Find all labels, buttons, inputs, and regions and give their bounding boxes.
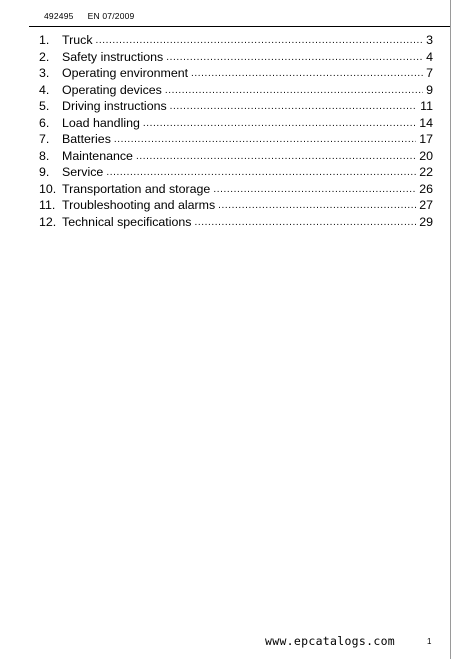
toc-entry-title: Transportation and storage: [62, 181, 211, 196]
toc-entry-safety-instructions[interactable]: [39, 49, 433, 66]
toc-entry-number: 1.: [39, 33, 50, 47]
toc-entry-title: Service: [62, 165, 104, 179]
toc-entry-number: 5.: [39, 99, 50, 113]
toc-entry-title: Load handling: [62, 115, 140, 130]
toc-entry-title: Batteries: [62, 132, 111, 146]
toc-entry-page: 11: [420, 99, 433, 113]
toc-entry-title: Technical specifications: [62, 214, 192, 229]
document-header: [44, 11, 134, 21]
toc-entry-number: 11.: [39, 198, 56, 212]
toc-entry-title: Maintenance: [62, 148, 133, 163]
toc-entry-number: 6.: [39, 115, 50, 130]
toc-entry-service[interactable]: [39, 164, 433, 181]
toc-entry-title: Operating devices: [62, 82, 162, 97]
toc-entry-transportation-and-storage[interactable]: [39, 181, 433, 198]
doc-number: 492495: [44, 11, 74, 21]
toc-entry-page: 17: [419, 132, 433, 146]
toc-entry-maintenance[interactable]: [39, 148, 433, 165]
toc-entry-number: 4.: [39, 82, 50, 97]
table-of-contents: [39, 32, 433, 230]
page-number: 1: [427, 637, 432, 646]
toc-entry-number: 2.: [39, 49, 50, 64]
toc-entry-number: 9.: [39, 165, 50, 179]
toc-entry-page: 27: [419, 198, 433, 212]
toc-entry-page: 20: [419, 148, 433, 163]
toc-entry-page: 3: [426, 33, 433, 47]
toc-entry-title: Operating environment: [62, 66, 189, 80]
toc-entry-title: Safety instructions: [62, 49, 164, 64]
toc-entry-number: 7.: [39, 132, 50, 146]
toc-entry-page: 4: [426, 49, 433, 64]
header-rule: [29, 26, 450, 27]
toc-entry-number: 10.: [39, 181, 57, 196]
toc-entry-page: 29: [419, 214, 433, 229]
toc-entry-number: 12.: [39, 214, 57, 229]
dot-leader: [194, 213, 416, 232]
toc-entry-title: Troubleshooting and alarms: [62, 198, 216, 212]
toc-entry-truck[interactable]: [39, 32, 433, 49]
toc-entry-title: Truck: [62, 33, 93, 47]
toc-entry-driving-instructions[interactable]: [39, 98, 433, 115]
toc-entry-page: 26: [419, 181, 433, 196]
toc-entry-troubleshooting-and-alarms[interactable]: [39, 197, 433, 214]
toc-entry-page: 22: [419, 165, 433, 179]
toc-entry-page: 14: [419, 115, 433, 130]
toc-entry-operating-environment[interactable]: [39, 65, 433, 82]
toc-entry-page: 9: [426, 82, 433, 97]
toc-entry-number: 3.: [39, 66, 50, 80]
toc-entry-technical-specifications[interactable]: [39, 214, 433, 231]
toc-entry-title: Driving instructions: [62, 99, 167, 113]
toc-entry-load-handling[interactable]: [39, 115, 433, 132]
edition-label: EN 07/2009: [87, 11, 135, 21]
toc-entry-batteries[interactable]: [39, 131, 433, 148]
watermark-url: www.epcatalogs.com: [265, 634, 396, 648]
toc-entry-page: 7: [426, 66, 433, 80]
toc-entry-number: 8.: [39, 148, 50, 163]
toc-entry-operating-devices[interactable]: [39, 82, 433, 99]
